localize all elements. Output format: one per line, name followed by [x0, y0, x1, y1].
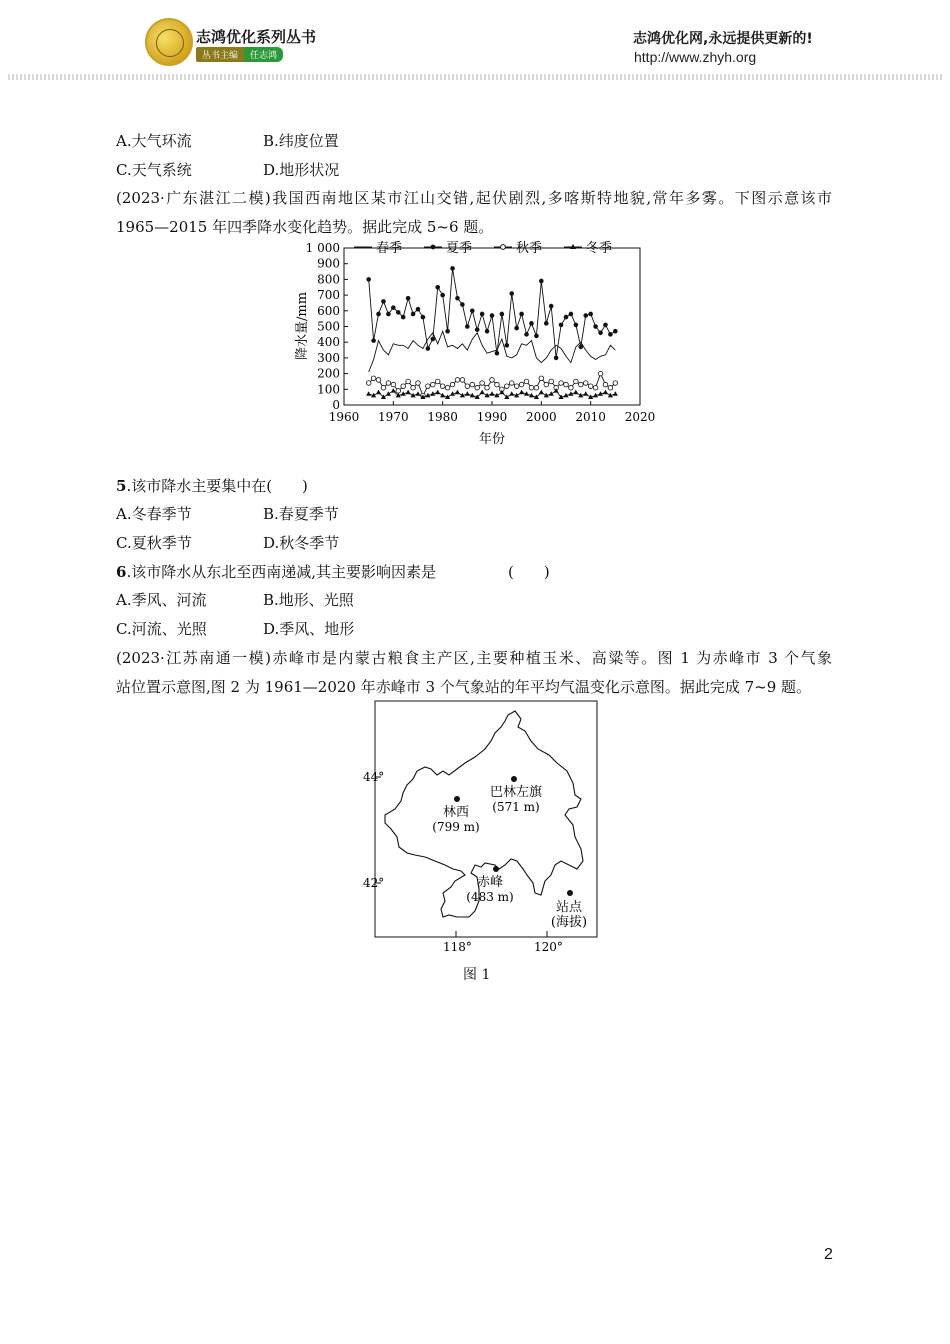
station-chifeng-name: 赤峰 [476, 875, 504, 890]
series-point [489, 391, 494, 396]
series-point [495, 382, 500, 387]
series-point [573, 390, 578, 395]
series-point [549, 391, 554, 396]
station-balinzuoqi-name: 巴林左旗 [489, 785, 543, 800]
series-point [416, 381, 421, 386]
series-point [579, 345, 584, 350]
station-linxi-elev: (799 m) [432, 820, 480, 834]
series-point [534, 334, 539, 339]
series-point [376, 312, 381, 317]
legend-label: 秋季 [516, 241, 543, 256]
series-point [598, 371, 603, 376]
series-point [455, 296, 460, 301]
chifeng-map-svg [345, 697, 610, 957]
series-point [406, 379, 411, 384]
series-point [435, 285, 440, 290]
x-tick-label: 1990 [476, 410, 508, 424]
series-point [549, 304, 554, 309]
series-point [381, 299, 386, 304]
q6-stem: .该市降水从东北至西南递减,其主要影响因素是 [126, 563, 436, 581]
series-point [376, 390, 381, 395]
series-point [386, 381, 391, 386]
series-point [371, 338, 376, 343]
editor-badge [196, 47, 283, 61]
series-point [485, 385, 490, 390]
intro1-line1: (2023·广东湛江二模)我国西南地区某市江山交错,起伏剧烈,多喀斯特地貌,常年多雾。下图示意该市 [116, 189, 832, 207]
series-point [435, 379, 440, 384]
series-point [574, 323, 579, 328]
y-tick-label: 700 [317, 288, 340, 303]
intro2-line2: 站位置示意图,图 2 为 1961—2020 年赤峰市 3 个气象站的年平均气温变化示意图。据此完成 7~9 题。 [116, 678, 812, 696]
series-point [544, 321, 549, 326]
series-point [534, 385, 539, 390]
x-tick-label: 1960 [328, 410, 360, 424]
series-point [480, 312, 485, 317]
series-point [391, 305, 396, 310]
series-point [593, 324, 598, 329]
series-point [465, 324, 470, 329]
series-point [509, 381, 514, 386]
x-tick-label: 1970 [378, 410, 409, 424]
series-point [445, 329, 450, 334]
series-point [519, 312, 524, 317]
series-point [465, 384, 470, 389]
chart-ylabel: 降水量/mm [295, 291, 310, 361]
lon-120-label: 120° [534, 940, 563, 954]
series-point [529, 321, 534, 326]
series-point [583, 313, 588, 318]
q6-answer-bracket: ( ) [508, 563, 550, 581]
series-point [396, 389, 401, 394]
legend-marker [501, 245, 506, 250]
series-point [524, 379, 529, 384]
series-point [500, 312, 505, 317]
series-point [603, 382, 608, 387]
station-chifeng-elev: (483 m) [466, 890, 514, 904]
legend-label: 夏季 [446, 241, 473, 256]
y-tick-label: 600 [317, 303, 340, 318]
series-point [613, 329, 618, 334]
series-point [514, 326, 519, 331]
series-point [509, 291, 514, 296]
series-point [539, 279, 544, 284]
series-point [490, 313, 495, 318]
series-point [559, 381, 564, 386]
series-point [391, 388, 396, 393]
q5-option-d: D.秋冬季节 [263, 534, 340, 552]
y-tick-label: 200 [317, 366, 340, 381]
q5-stem: .该市降水主要集中在( ) [126, 477, 308, 495]
series-point [455, 378, 460, 383]
series-point [608, 332, 613, 337]
q4-option-c: C.天气系统 [116, 161, 192, 179]
series-point [406, 390, 411, 395]
series-point [415, 391, 420, 396]
series-point [455, 390, 460, 395]
series-point [495, 351, 500, 356]
legend-elevation-label: (海拔) [550, 915, 588, 930]
legend-label: 春季 [376, 241, 403, 256]
series-point [554, 356, 559, 361]
series-point [396, 310, 401, 315]
series-point [440, 384, 445, 389]
series-point [470, 309, 475, 314]
series-point [569, 385, 574, 390]
series-point [539, 376, 544, 381]
q4-option-a: A.大气环流 [116, 132, 192, 150]
header-slogan: 志鸿优化网,永远提供更新的! [633, 31, 813, 47]
series-point [490, 378, 495, 383]
series-point [505, 343, 510, 348]
page-number: 2 [824, 1246, 833, 1263]
series-point [386, 312, 391, 317]
series-point [480, 390, 485, 395]
series-point [529, 385, 534, 390]
y-tick-label: 500 [317, 319, 340, 334]
series-point [475, 385, 480, 390]
header-url[interactable]: http://www.zhyh.org [634, 49, 757, 65]
series-point [411, 312, 416, 317]
series-point [603, 323, 608, 328]
chart-xlabel: 年份 [478, 432, 506, 447]
lat-44-label: 44° [363, 770, 385, 784]
series-point [431, 382, 436, 387]
series-point [598, 330, 603, 335]
series-point [613, 391, 618, 396]
legend-marker [431, 245, 436, 250]
series-point [450, 266, 455, 271]
series-point [509, 391, 514, 396]
series-point [376, 378, 381, 383]
series-point [401, 315, 406, 320]
series-point [366, 381, 371, 386]
x-tick-label: 2010 [575, 410, 606, 424]
page-header [0, 0, 950, 84]
y-tick-label: 0 [332, 398, 340, 412]
series-point [440, 393, 445, 398]
series-point [465, 391, 470, 396]
figure1-caption: 图 1 [463, 967, 491, 983]
q5-option-c: C.夏秋季节 [116, 534, 192, 552]
legend-label: 冬季 [586, 241, 613, 256]
intro2-line1: (2023·江苏南通一模)赤峰市是内蒙古粮食主产区,主要种植玉米、高粱等。图 1 为赤峰市 3 个气象 [116, 649, 832, 667]
station-balinzuoqi-elev: (571 m) [492, 800, 540, 814]
series-point [519, 382, 524, 387]
series-point [608, 385, 613, 390]
series-point [386, 391, 391, 396]
series-point [524, 332, 529, 337]
q6-number: 6 [116, 563, 127, 581]
station-linxi-dot [454, 796, 460, 802]
q5-number: 5 [116, 477, 127, 495]
series-point [603, 390, 608, 395]
series-point [559, 323, 564, 328]
y-tick-label: 100 [317, 382, 340, 397]
legend-station-dot [567, 890, 573, 896]
y-tick-label: 800 [317, 272, 340, 287]
q5-question [116, 476, 308, 496]
series-point [549, 379, 554, 384]
q4-option-d: D.地形状况 [263, 161, 340, 179]
q5-option-a: A.冬春季节 [116, 505, 192, 523]
series-logo-icon [145, 18, 193, 66]
editor-label: 丛书主编 [196, 47, 244, 62]
header-divider [8, 74, 942, 80]
q6-option-a: A.季风、河流 [116, 591, 207, 609]
series-point [450, 382, 455, 387]
series-title: 志鸿优化系列丛书 [196, 28, 317, 46]
x-tick-label: 2000 [526, 410, 557, 424]
series-point [401, 384, 406, 389]
series-point [435, 390, 440, 395]
precipitation-chart-svg [290, 238, 670, 453]
series-point [564, 315, 569, 320]
q5-option-b: B.春夏季节 [263, 505, 339, 523]
y-tick-label: 1 000 [305, 241, 340, 255]
series-point [544, 382, 549, 387]
series-point [613, 381, 618, 386]
series-point [514, 384, 519, 389]
series-point [406, 296, 411, 301]
series-point [411, 385, 416, 390]
q6-option-c: C.河流、光照 [116, 620, 207, 638]
chifeng-station-map [345, 697, 610, 957]
lon-118-label: 118° [443, 940, 472, 954]
series-point [366, 277, 371, 282]
series-point [416, 307, 421, 312]
series-point [593, 385, 598, 390]
x-tick-label: 1980 [427, 410, 458, 424]
series-point [480, 381, 485, 386]
series-point [569, 312, 574, 317]
station-balinzuoqi-dot [511, 776, 517, 782]
lat-42-label: 42° [363, 876, 385, 890]
series-point [583, 391, 588, 396]
y-tick-label: 300 [317, 350, 340, 365]
series-point [421, 315, 426, 320]
station-linxi-name: 林西 [442, 805, 470, 820]
series-point [485, 329, 490, 334]
series-point [366, 391, 371, 396]
series-point [426, 346, 431, 351]
series-point [426, 384, 431, 389]
series-point [460, 378, 465, 383]
series-point [440, 293, 445, 298]
series-point [381, 385, 386, 390]
q6-option-d: D.季风、地形 [263, 620, 355, 638]
series-point [574, 379, 579, 384]
series-point [445, 385, 450, 390]
series-point [588, 312, 593, 317]
series-point [519, 390, 524, 395]
y-tick-label: 900 [317, 256, 340, 271]
series-point [470, 382, 475, 387]
intro1-line2: 1965—2015 年四季降水变化趋势。据此完成 5~6 题。 [116, 218, 494, 236]
q6-question [116, 562, 436, 582]
series-point [431, 337, 436, 342]
series-point [475, 327, 480, 332]
y-tick-label: 400 [317, 335, 340, 350]
series-point [505, 384, 510, 389]
precipitation-chart [290, 238, 670, 453]
q6-option-b: B.地形、光照 [263, 591, 354, 609]
series-point [579, 382, 584, 387]
series-point [588, 384, 593, 389]
x-tick-label: 2020 [624, 410, 656, 424]
series-point [460, 302, 465, 307]
station-chifeng-dot [493, 866, 499, 872]
editor-name: 任志鸿 [244, 47, 283, 62]
series-point [583, 381, 588, 386]
legend-station-label: 站点 [555, 900, 583, 915]
series-point [391, 382, 396, 387]
series-point [539, 390, 544, 395]
q4-option-b: B.纬度位置 [263, 132, 339, 150]
series-point [371, 376, 376, 381]
series-point [564, 382, 569, 387]
